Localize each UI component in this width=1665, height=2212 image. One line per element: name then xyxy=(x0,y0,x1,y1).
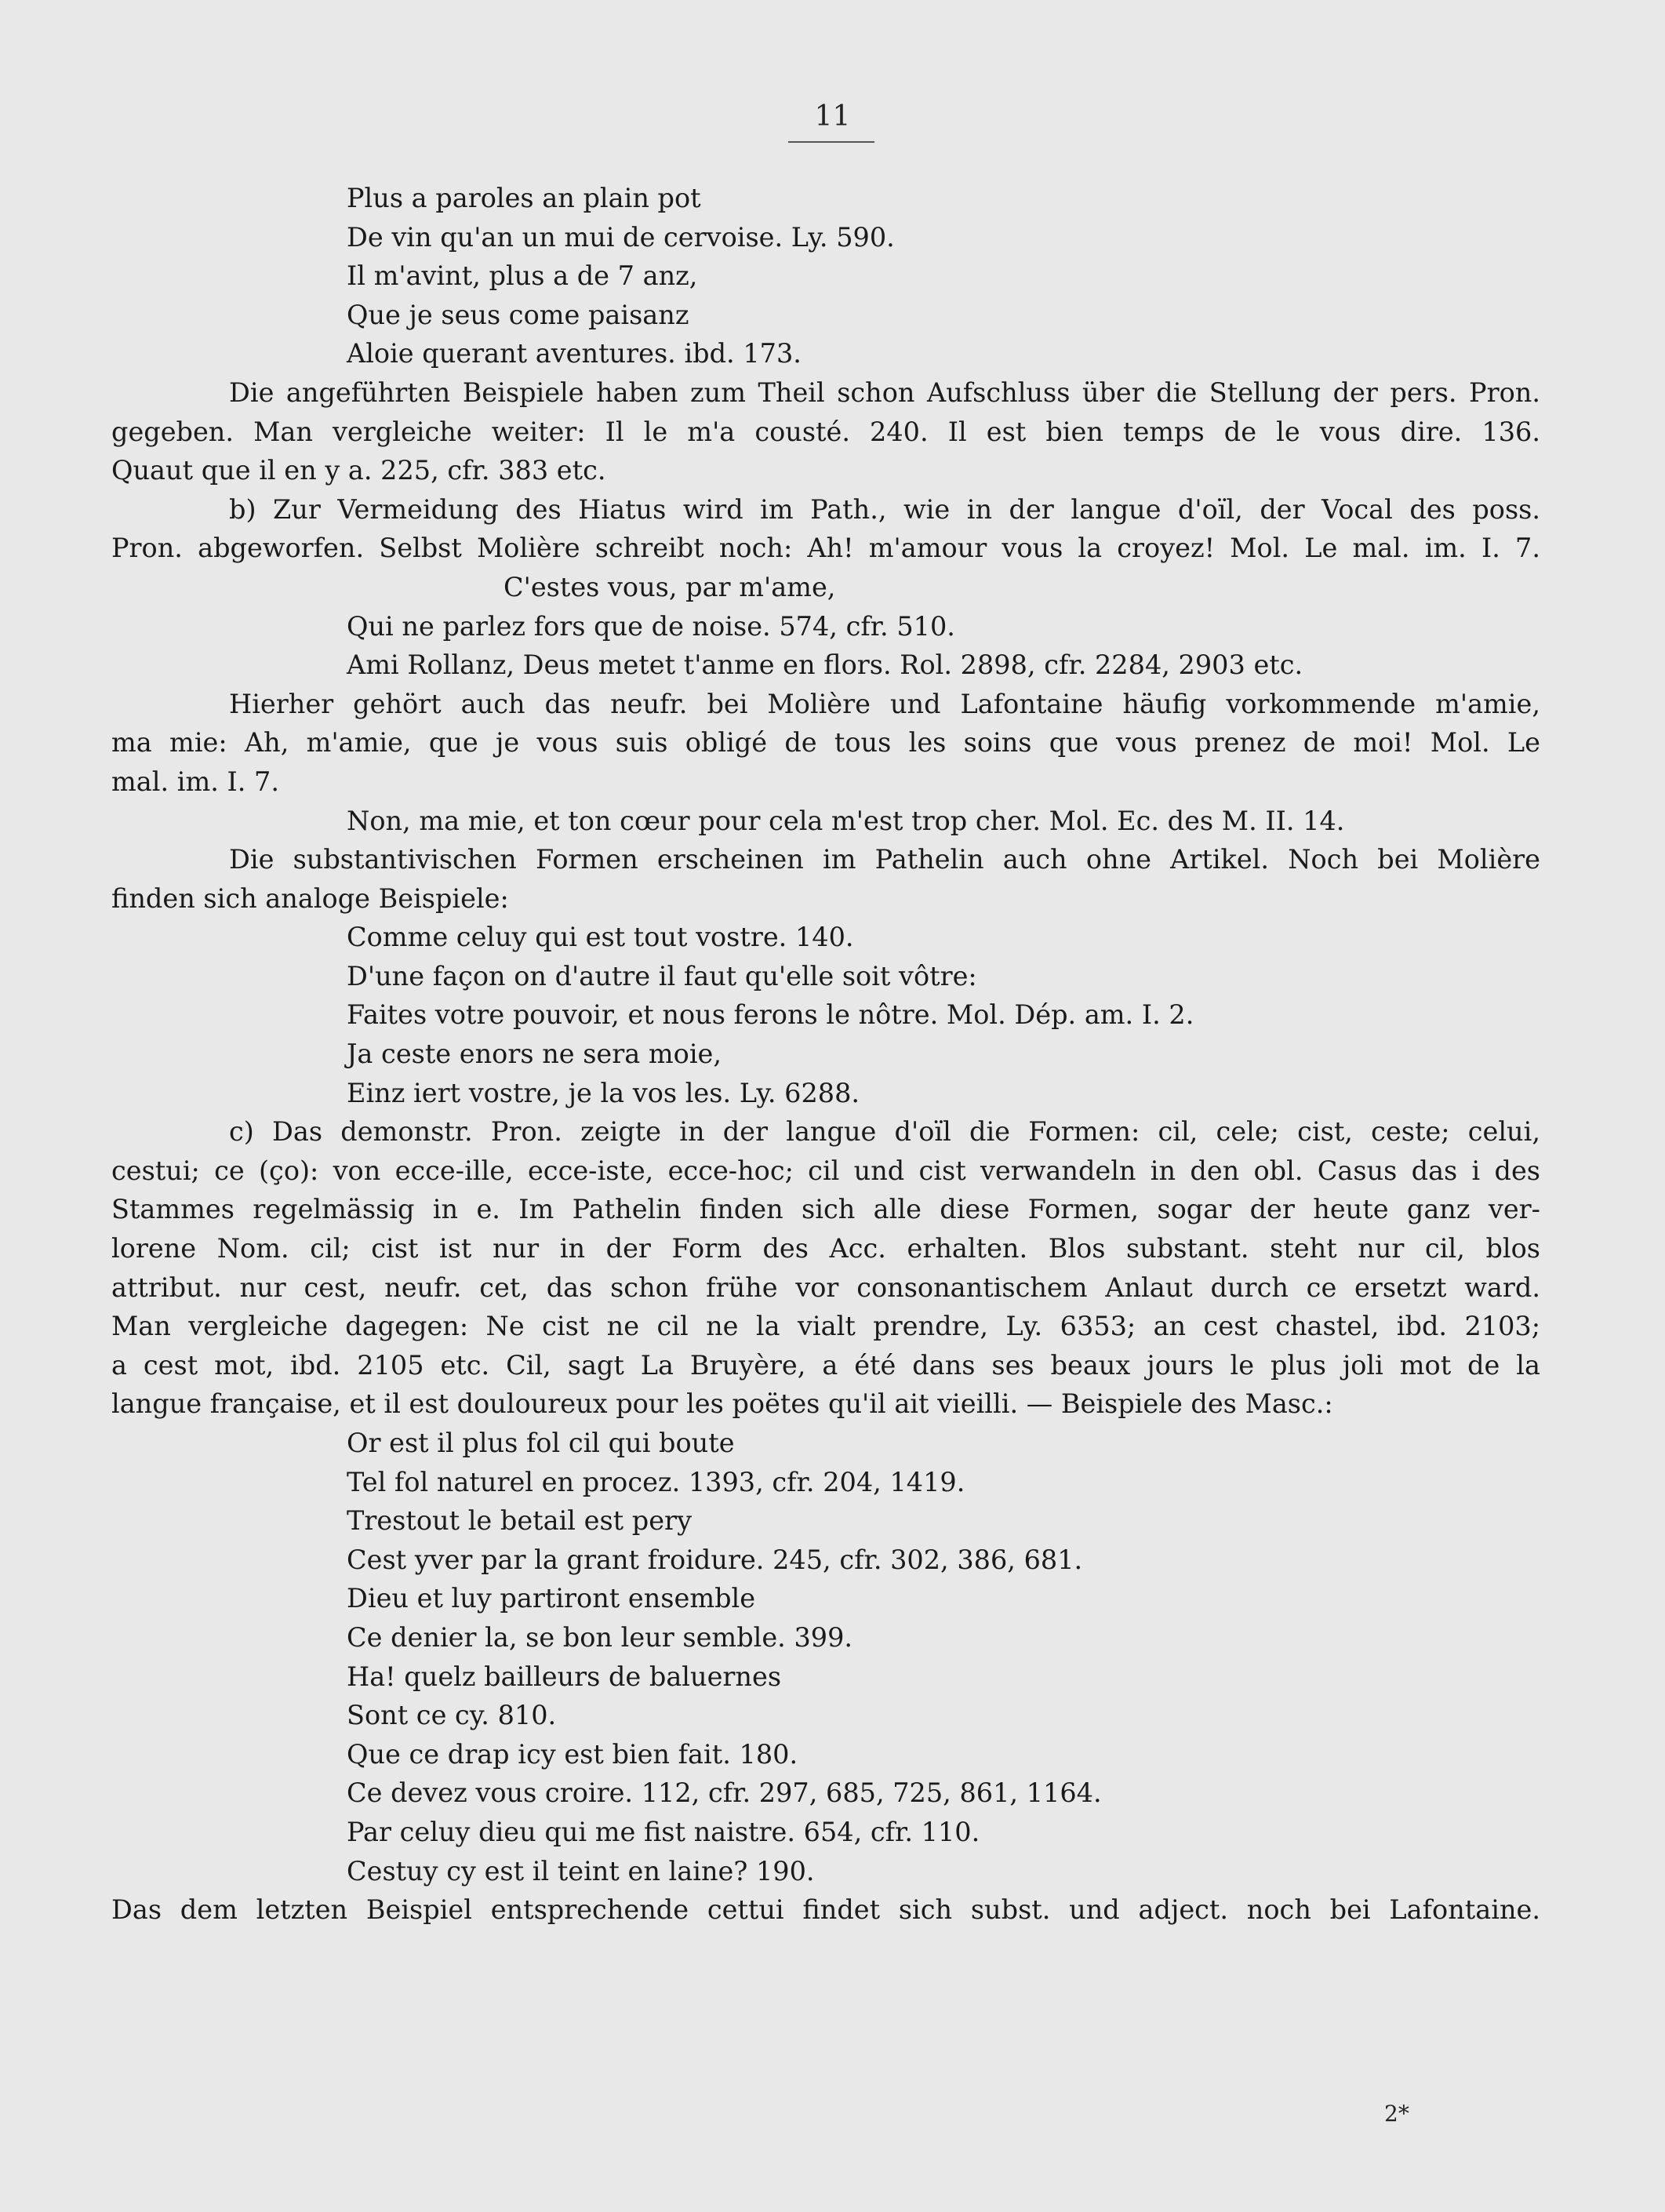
prose-line: langue française, et il est douloureux pour les poëtes qu'il ait vieilli. — Beispiele des Masc.: xyxy=(111,1388,1333,1420)
prose-line: Pron. abgeworfen. Selbst Molière schreibt noch: Ah! m'amour vous la croyez! Mol. Le mal. im. I. 7. xyxy=(111,533,1540,564)
prose-line: finden sich analoge Beispiele: xyxy=(111,882,509,914)
verse-line: Que je seus come paisanz xyxy=(347,299,689,330)
prose-line: Stammes regelmässig in e. Im Pathelin finden sich alle diese Formen, sogar der heute ganz ver- xyxy=(111,1194,1540,1225)
prose-line: mal. im. I. 7. xyxy=(111,766,280,797)
verse-line: Or est il plus fol cil qui boute xyxy=(347,1428,735,1458)
verse-line: Trestout le betail est pery xyxy=(347,1505,692,1537)
verse-line: Qui ne parlez fors que de noise. 574, cfr. 510. xyxy=(347,610,955,642)
prose-line: Die substantivischen Formen erscheinen im Pathelin auch ohne Artikel. Noch bei Molière xyxy=(229,844,1540,875)
verse-line: Ja ceste enors ne sera moie, xyxy=(347,1039,722,1070)
prose-line: lorene Nom. cil; cist ist nur in der Form des Acc. erhalten. Blos substant. steht nur cil, blos xyxy=(111,1233,1540,1264)
verse-line: Ce devez vous croire. 112, cfr. 297, 685, 725, 861, 1164. xyxy=(347,1777,1102,1809)
verse-line: Comme celuy qui est tout vostre. 140. xyxy=(347,922,854,953)
page-number-rule xyxy=(788,141,874,143)
prose-line: b) Zur Vermeidung des Hiatus wird im Path., wie in der langue d'oïl, der Vocal des poss. xyxy=(229,493,1540,525)
prose-line: cestui; ce (ço): von ecce-ille, ecce-iste, ecce-hoc; cil und cist verwandeln in den obl. Casus das i des xyxy=(111,1155,1540,1186)
verse-line: Tel fol naturel en procez. 1393, cfr. 204, 1419. xyxy=(347,1466,965,1497)
verse-line: D'une façon on d'autre il faut qu'elle soit vôtre: xyxy=(347,960,977,991)
prose-line: gegeben. Man vergleiche weiter: Il le m'a cousté. 240. Il est bien temps de le vous dire. 136. xyxy=(111,416,1540,447)
prose-line: Man vergleiche dagegen: Ne cist ne cil ne la vialt prendre, Ly. 6353; an cest chastel, ibd. 2103; xyxy=(111,1311,1540,1342)
verse-line: Dieu et luy partiront ensemble xyxy=(347,1583,756,1614)
page-body xyxy=(111,179,1540,1930)
verse-line: Ce denier la, se bon leur semble. 399. xyxy=(347,1621,853,1653)
verse-line: De vin qu'an un mui de cervoise. Ly. 590. xyxy=(347,221,895,253)
prose-line: Das dem letzten Beispiel entsprechende cettui findet sich subst. und adject. noch bei Lafontaine. xyxy=(111,1894,1540,1926)
verse-line: Non, ma mie, et ton cœur pour cela m'est trop cher. Mol. Ec. des M. II. 14. xyxy=(347,805,1345,836)
verse-line: Plus a paroles an plain pot xyxy=(347,183,701,213)
verse-line: Il m'avint, plus a de 7 anz, xyxy=(347,260,698,292)
verse-line: Cestuy cy est il teint en laine? 190. xyxy=(347,1855,815,1886)
prose-line: Quaut que il en y a. 225, cfr. 383 etc. xyxy=(111,455,606,486)
verse-line: Aloie querant aventures. ibd. 173. xyxy=(347,338,802,369)
prose-line: Die angeführten Beispiele haben zum Theil schon Aufschluss über die Stellung der pers. Pron. xyxy=(229,377,1540,408)
verse-line: Einz iert vostre, je la vos les. Ly. 6288. xyxy=(347,1077,860,1108)
verse-line: Cest yver par la grant froidure. 245, cfr. 302, 386, 681. xyxy=(347,1544,1083,1575)
page-number: 11 xyxy=(814,100,851,133)
prose-line: Hierher gehört auch das neufr. bei Molière und Lafontaine häufig vorkommende m'amie, xyxy=(229,688,1540,719)
verse-line: Ami Rollanz, Deus metet t'anme en flors. Rol. 2898, cfr. 2284, 2903 etc. xyxy=(347,649,1303,681)
prose-line: c) Das demonstr. Pron. zeigte in der langue d'oïl die Formen: cil, cele; cist, ceste; celui, xyxy=(229,1116,1540,1148)
verse-line: Sont ce cy. 810. xyxy=(347,1700,557,1731)
verse-line: Par celuy dieu qui me fist naistre. 654, cfr. 110. xyxy=(347,1816,980,1847)
signature-mark: 2* xyxy=(1384,2101,1409,2127)
verse-line: C'estes vous, par m'ame, xyxy=(503,571,836,602)
prose-line: attribut. nur cest, neufr. cet, das schon frühe vor consonantischem Anlaut durch ce ersetzt ward. xyxy=(111,1272,1540,1303)
prose-line: a cest mot, ibd. 2105 etc. Cil, sagt La Bruyère, a été dans ses beaux jours le plus joli mot de la xyxy=(111,1349,1540,1381)
verse-line: Ha! quelz bailleurs de baluernes xyxy=(347,1661,782,1692)
verse-line: Que ce drap icy est bien fait. 180. xyxy=(347,1738,798,1770)
verse-line: Faites votre pouvoir, et nous ferons le nôtre. Mol. Dép. am. I. 2. xyxy=(347,999,1194,1031)
prose-line: ma mie: Ah, m'amie, que je vous suis obligé de tous les soins que vous prenez de moi! Mol. Le xyxy=(111,727,1540,759)
